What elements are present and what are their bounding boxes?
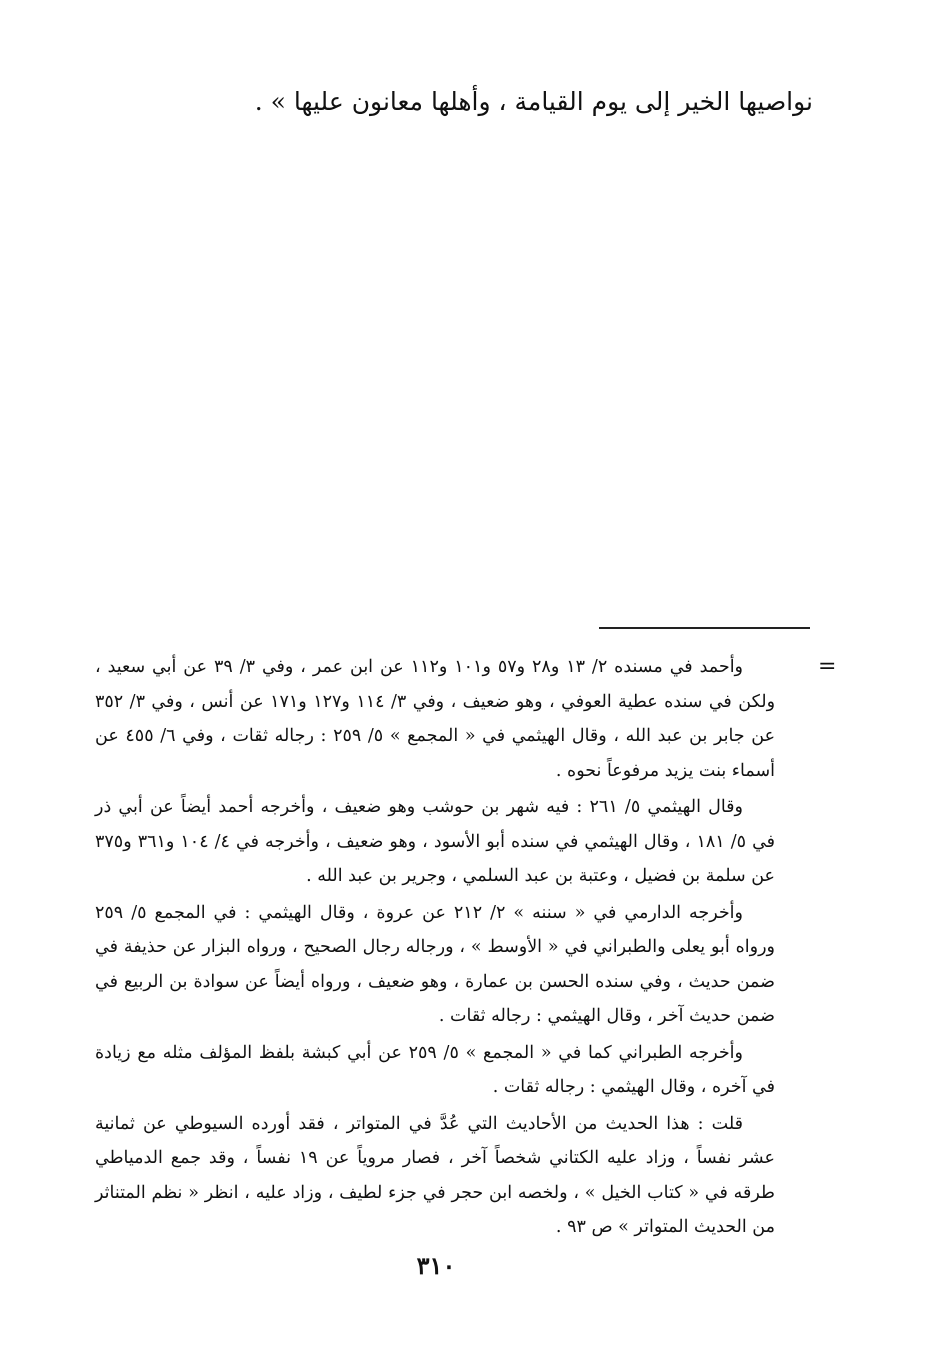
footnote-paragraph: وقال الهيثمي ٥/ ٢٦١ : فيه شهر بن حوشب وهو ضعيف ، وأخرجه أحمد أيضاً عن أبي ذر في ٥/ ١٨١ ، وقال الهيثمي في سنده أبو الأسود ، وهو ضعيف ، وأخرجه في ٤/ ١٠٤ و٣٦١ و٣٧٥ عن سلمة بن فضيل ، وعتبة بن عبد السلمي ، وجرير بن عبد الله . — [95, 797, 776, 886]
footnotes — [95, 650, 775, 1247]
footnote-separator — [599, 627, 810, 629]
footnote-paragraph: وأخرجه الدارمي في « سننه » ٢/ ٢١٢ عن عروة ، وقال الهيثمي : في المجمع ٥/ ٢٥٩ ورواه أبو يعلى والطبراني في « الأوسط » ، ورجاله رجال الصحيح ، ورواه البزار عن حذيفة في ضمن حديث ، وفي سنده الحسن بن عمارة ، وهو ضعيف ، ورواه أيضاً عن سوادة بن الربيع في ضمن حديث آخر ، وقال الهيثمي : رجاله ثقات . — [95, 902, 775, 1026]
footnote-paragraph: وأخرجه الطبراني كما في « المجمع » ٥/ ٢٥٩ عن أبي كبشة بلفظ المؤلف مثله مع زيادة في آخره ، وقال الهيثمي : رجاله ثقات . — [95, 1042, 775, 1097]
footnote-paragraph: قلت : هذا الحديث من الأحاديث التي عُدَّ في المتواتر ، فقد أورده السيوطي عن ثمانية عشر نفساً ، وزاد عليه الكتاني شخصاً آخر ، فصار مروياً عن ١٩ نفساً ، وقد جمع الدمياطي طرقه في « كتاب الخيل » ، ولخصه ابن حجر في جزء لطيف ، وزاد عليه ، انظر « نظم المتناثر من الحديث المتواتر » ص ٩٣ . — [95, 1113, 775, 1237]
main-text: نواصيها الخير إلى يوم القيامة ، وأهلها معانون عليها » . — [254, 87, 813, 116]
page-number: ٣١٠ — [416, 1251, 456, 1280]
footnote-paragraph: وأحمد في مسنده ٢/ ١٣ و٢٨ و٥٧ و١٠١ و١١٢ عن ابن عمر ، وفي ٣/ ٣٩ عن أبي سعيد ، ولكن في سنده عطية العوفي ، وهو ضعيف ، وفي ٣/ ١١٤ و١٢٧ و١٧١ عن أنس ، وفي ٣/ ٣٥٢ عن جابر بن عبد الله ، وقال الهيثمي في « المجمع » ٥/ ٢٥٩ : رجاله ثقات ، وفي ٦/ ٤٥٥ عن أسماء بنت يزيد مرفوعاً نحوه . — [95, 657, 776, 781]
footnote-continuation-mark: = — [818, 654, 837, 679]
